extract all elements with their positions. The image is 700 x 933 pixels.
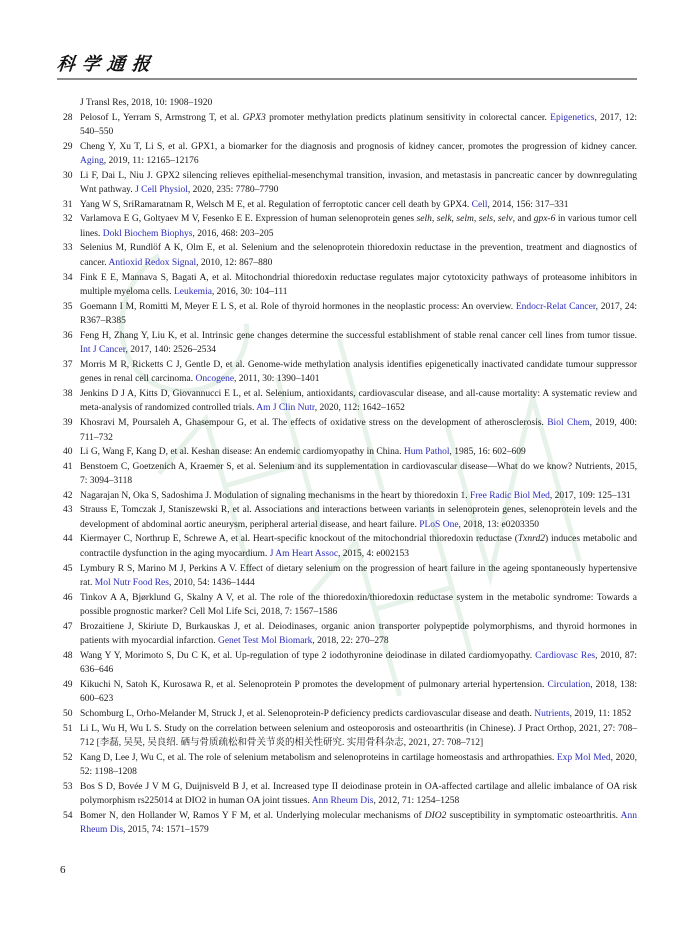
reference-text <box>80 111 637 140</box>
gene-name-italic: selv <box>497 214 513 225</box>
reference-number: 46 <box>63 592 73 603</box>
gene-name-italic: Txnrd2 <box>517 534 545 545</box>
reference-text-segment: Li G, Wang F, Kang D, et al. Keshan disease: An endemic cardiomyopathy in China. <box>80 447 404 458</box>
journal-link[interactable]: Cell <box>471 199 488 210</box>
reference-number: 28 <box>63 112 73 123</box>
journal-link[interactable]: Hum Pathol <box>403 447 450 458</box>
reference-text-segment: , 2016, 30: 104–111 <box>211 287 288 298</box>
journal-link[interactable]: Biol Chem <box>547 418 590 429</box>
reference-item <box>57 212 637 241</box>
reference-number: 45 <box>63 563 73 574</box>
reference-text-segment: , 2017, 140: 2526–2534 <box>125 345 217 356</box>
journal-link[interactable]: Nutrients <box>534 708 570 719</box>
reference-text-segment: , 2016, 468: 203–205 <box>192 228 274 239</box>
reference-text <box>80 212 637 241</box>
reference-item <box>57 503 637 532</box>
reference-text-segment: Wang Y Y, Morimoto S, Du C K, et al. Up-regulation of type 2 iodothyronine deiodinase in dilated cardiomyopathy. <box>80 650 536 661</box>
reference-carryover <box>57 96 637 111</box>
reference-text-segment: , <box>473 214 479 225</box>
reference-number: 33 <box>63 243 73 254</box>
journal-link[interactable]: Circulation <box>547 679 591 690</box>
reference-text-segment: Kiermayer C, Northrup E, Schrewe A, et al. Heart-specific knockout of the mitochondrial thioredoxin reductase ( <box>80 534 518 545</box>
reference-text-segment: , 2011, 30: 1390–1401 <box>234 374 320 385</box>
journal-logo: 科学通报 <box>55 54 158 74</box>
reference-text-segment: in various tumor cell lines. <box>80 214 638 239</box>
reference-text <box>80 751 637 780</box>
reference-number: 36 <box>63 330 73 341</box>
reference-item <box>57 809 637 838</box>
reference-number: 52 <box>63 752 73 763</box>
reference-text-segment: Jenkins D J A, Kitts D, Giovannucci E L, et al. Selenium, antioxidants, cardiovascular disease, and all-cause mortality: A systematic review and meta-analysis of randomized controlled trials. <box>80 388 637 414</box>
reference-text-segment: Goemann I M, Romitti M, Meyer E L S, et al. Role of thyroid hormones in the neoplastic process: An overview. <box>80 301 516 312</box>
journal-link[interactable]: Endocr-Relat Cancer <box>515 301 596 312</box>
reference-text <box>80 300 637 329</box>
reference-text-segment: Morris M R, Ricketts C J, Gentle D, et al. Genome-wide methylation analysis identifies epigenetically inactivated candidate tumour suppressor genes in renal cell carcinoma. <box>80 359 637 385</box>
reference-text-segment: , <box>451 214 457 225</box>
journal-link[interactable]: Ann Rheum Dis <box>80 810 637 836</box>
reference-text-segment: , 2019, 11: 1852 <box>569 708 632 719</box>
journal-link[interactable]: Genet Test Mol Biomark <box>217 636 313 647</box>
reference-item <box>57 241 637 270</box>
reference-text <box>80 271 637 300</box>
reference-item <box>57 358 637 387</box>
reference-text <box>80 387 637 416</box>
reference-text-segment: Kang D, Lee J, Wu C, et al. The role of selenium metabolism and selenoproteins in cartilage homeostasis and arthropathies. <box>80 752 557 763</box>
reference-number <box>57 96 80 111</box>
journal-link[interactable]: Antioxid Redox Signal <box>108 258 197 269</box>
reference-item <box>57 271 637 300</box>
reference-item <box>57 591 637 620</box>
reference-item <box>57 169 637 198</box>
reference-text-segment: promoter methylation predicts platinum sensitivity in colorectal cancer. <box>265 112 551 123</box>
reference-text <box>80 241 637 270</box>
reference-text-segment: Cheng Y, Xu T, Li S, et al. GPX1, a biomarker for the diagnosis and prognosis of kidney cancer, promotes the progression of kidney cancer. <box>80 141 637 152</box>
reference-text <box>80 329 637 358</box>
journal-link[interactable]: Cardiovasc Res <box>535 650 596 661</box>
gene-name-italic: GPX3 <box>242 112 266 123</box>
gene-name-italic: DIO2 <box>424 810 447 821</box>
reference-number: 53 <box>63 781 73 792</box>
reference-items <box>57 111 637 838</box>
reference-text <box>80 140 637 169</box>
journal-link[interactable]: Dokl Biochem Biophys <box>102 228 193 239</box>
reference-item <box>57 489 637 504</box>
reference-text <box>80 707 637 722</box>
reference-number: 47 <box>63 621 73 632</box>
journal-link[interactable]: PLoS One <box>419 519 459 530</box>
reference-text-segment: , 2019, 400: 711–732 <box>80 418 638 443</box>
reference-text-segment: , 2020, 52: 1198–1208 <box>80 752 637 778</box>
reference-text-segment: Khosravi M, Poursaleh A, Ghasempour G, et al. The effects of oxidative stress on the development of atherosclerosis. <box>80 418 548 429</box>
journal-link[interactable]: Oncogene <box>195 374 235 385</box>
reference-number: 51 <box>63 723 73 734</box>
gene-name-italic: selm <box>456 214 474 225</box>
reference-text-segment: Selenius M, Rundlöf A K, Olm E, et al. Selenium and the selenoprotein thioredoxin reductase in the prevention, treatment and diagnostics of cancer. <box>80 243 637 269</box>
reference-text-segment: Benstoem C, Goetzenich A, Kraemer S, et al. Selenium and its supplementation in cardiovascular disease—What do we know? Nutrients, 2015, 7: 3094–3118 <box>80 461 637 487</box>
reference-carryover-text <box>80 96 637 111</box>
reference-number: 29 <box>63 141 73 152</box>
reference-item <box>57 620 637 649</box>
reference-text-segment: , 2020, 235: 7780–7790 <box>187 185 279 196</box>
reference-number: 39 <box>63 418 73 429</box>
reference-text <box>80 722 637 751</box>
reference-number: 37 <box>63 359 73 370</box>
reference-item <box>57 649 637 678</box>
reference-text-segment: J Transl Res, 2018, 10: 1908–1920 <box>80 98 213 108</box>
reference-text <box>80 460 637 489</box>
reference-item <box>57 300 637 329</box>
reference-text-segment: Tinkov A A, Bjørklund G, Skalny A V, et al. The role of the thioredoxin/thioredoxin reductase system in the metabolic syndrome: Towards a possible prognostic marker? Cell Mol Life Sci, 2018, 7: 1567–1586 <box>80 592 637 618</box>
reference-item <box>57 722 637 751</box>
reference-text <box>80 678 637 707</box>
reference-number: 49 <box>63 679 73 690</box>
reference-item <box>57 780 637 809</box>
reference-text-segment: Yang W S, SriRamaratnam R, Welsch M E, et al. Regulation of ferroptotic cancer cell death by GPX4. <box>80 199 472 210</box>
reference-number: 40 <box>63 447 73 458</box>
reference-item <box>57 751 637 780</box>
reference-text <box>80 198 637 213</box>
journal-link[interactable]: Ann Rheum Dis <box>311 796 374 807</box>
reference-item <box>57 460 637 489</box>
reference-text-segment: Li L, Wu H, Wu L S. Study on the correlation between selenium and osteoporosis and osteoarthritis (in Chinese). J Pract Orthop, 2021, 27: 708–712 [李磊, 吴昊, 吴良绍. 硒与骨质疏松和骨关节炎的相关性研究. 实用骨科杂志, 2021, 27: 708–712] <box>80 723 637 749</box>
reference-text-segment: Li F, Dai L, Niu J. GPX2 silencing relieves epithelial-mesenchymal transition, invasion, and metastasis in pancreatic cancer by downregulating Wnt pathway. <box>80 170 637 196</box>
reference-text <box>80 591 637 620</box>
reference-text-segment: , <box>431 214 437 225</box>
reference-number: 31 <box>63 199 73 210</box>
gene-name-italic: sels <box>478 214 493 225</box>
reference-text-segment: Bomer N, den Hollander W, Ramos Y F M, et al. Underlying molecular mechanisms of <box>80 810 425 821</box>
reference-text <box>80 532 637 561</box>
reference-text <box>80 780 637 809</box>
page-number: 6 <box>60 864 66 876</box>
reference-text-segment: , 2019, 11: 12165–12176 <box>103 156 199 167</box>
journal-link[interactable]: Mol Nutr Food Res <box>94 578 169 589</box>
reference-text-segment: Brozaitiene J, Skiriute D, Burkauskas J, et al. Deiodinases, organic anion transporter polypeptide polymorphisms, and thyroid hormones in patients with myocardial infarction. <box>80 621 637 647</box>
reference-item <box>57 562 637 591</box>
journal-link[interactable]: Epigenetics <box>550 112 595 123</box>
reference-text-segment: Strauss E, Tomczak J, Staniszewski R, et al. Associations and interactions between variants in selenoprotein genes, selenoprotein levels and the development of abdominal aortic aneurysm, peripheral arterial disease, and heart failure. <box>80 505 637 530</box>
reference-text-segment: , 2017, 24: R367–R385 <box>80 301 637 327</box>
reference-text-segment: , 2014, 156: 317–331 <box>487 199 569 210</box>
reference-text-segment: Nagarajan N, Oka S, Sadoshima J. Modulation of signaling mechanisms in the heart by thioredoxin 1. <box>80 490 470 501</box>
reference-text-segment: , 2018, 22: 270–278 <box>312 636 389 647</box>
reference-text-segment: , and <box>512 214 534 225</box>
reference-text-segment: , 2012, 71: 1254–1258 <box>373 796 460 807</box>
journal-link[interactable]: Int J Cancer <box>80 345 126 356</box>
reference-text <box>80 358 637 387</box>
reference-text-segment: , 2010, 54: 1436–1444 <box>168 578 255 589</box>
reference-number: 38 <box>63 388 73 399</box>
reference-text-segment: Kikuchi N, Satoh K, Kurosawa R, et al. Selenoprotein P promotes the development of pulmonary arterial hypertension. <box>80 679 548 690</box>
reference-text-segment: Lymbury R S, Marino M J, Perkins A V. Effect of dietary selenium on the progression of heart failure in the ageing spontaneously hypertensive rat. <box>80 563 637 589</box>
reference-text <box>80 562 637 591</box>
reference-number: 32 <box>63 214 73 225</box>
reference-text-segment: , 2015, 74: 1571–1579 <box>123 825 209 836</box>
reference-number: 42 <box>63 490 73 501</box>
reference-text-segment: , 1985, 16: 602–609 <box>449 447 526 458</box>
gene-name-italic: selk <box>436 214 452 225</box>
reference-text-segment: , 2018, 138: 600–623 <box>80 679 638 705</box>
journal-link[interactable]: Free Radic Biol Med <box>469 490 550 501</box>
reference-text-segment: Varlamova E G, Goltyaev M V, Fesenko E E. Expression of human selenoprotein genes <box>80 214 417 225</box>
reference-number: 44 <box>63 534 73 545</box>
reference-text <box>80 503 637 532</box>
reference-item <box>57 329 637 358</box>
reference-text-segment: , 2017, 12: 540–550 <box>80 112 637 138</box>
reference-text-segment: , 2010, 87: 636–646 <box>80 650 637 676</box>
journal-link[interactable]: Aging <box>80 156 104 167</box>
reference-number: 50 <box>63 708 73 719</box>
reference-text-segment: , 2020, 112: 1642–1652 <box>314 403 405 414</box>
reference-text-segment: , 2017, 109: 125–131 <box>549 490 631 501</box>
reference-text-segment: Schomburg L, Orho-Melander M, Struck J, et al. Selenoprotein-P deficiency predicts cardiovascular disease and death. <box>80 708 535 719</box>
reference-text <box>80 445 637 460</box>
reference-text-segment: ) induces metabolic and contractile dysfunction in the aging myocardium. <box>80 534 638 559</box>
reference-text-segment: , 2010, 12: 867–880 <box>196 258 273 269</box>
reference-text <box>80 416 637 445</box>
reference-number: 34 <box>63 272 73 283</box>
journal-link[interactable]: J Cell Physiol <box>135 185 188 196</box>
reference-number: 30 <box>63 170 73 181</box>
reference-text-segment: Fink E E, Mannava S, Bagati A, et al. Mitochondrial thioredoxin reductase regulates major cytotoxicity pathways of proteasome inhibitors in multiple myeloma cells. <box>80 272 637 298</box>
reference-item <box>57 111 637 140</box>
reference-item <box>57 445 637 460</box>
reference-item <box>57 140 637 169</box>
reference-number: 41 <box>63 461 73 472</box>
reference-item <box>57 198 637 213</box>
reference-item <box>57 387 637 416</box>
reference-text <box>80 489 637 504</box>
reference-text-segment: Feng H, Zhang Y, Liu K, et al. Intrinsic gene changes determine the successful establishment of stable renal cancer cell lines from tumor tissue. <box>80 330 637 341</box>
journal-link[interactable]: Exp Mol Med <box>556 752 611 763</box>
reference-item <box>57 678 637 707</box>
gene-name-italic: selh <box>416 214 432 225</box>
reference-item <box>57 416 637 445</box>
header-rule <box>57 78 637 80</box>
reference-text-segment: , 2015, 4: e002153 <box>338 548 410 559</box>
journal-link[interactable]: J Am Heart Assoc <box>269 548 339 559</box>
reference-text-segment: , <box>492 214 498 225</box>
reference-text <box>80 169 637 198</box>
references-list <box>57 96 637 838</box>
reference-text <box>80 620 637 649</box>
reference-text-segment: Pelosof L, Yerram S, Armstrong T, et al. <box>80 112 243 123</box>
reference-text-segment: Bos S D, Bovée J V M G, Duijnisveld B J, et al. Increased type II deiodinase protein in OA-affected cartilage and allelic imbalance of OA risk polymorphism rs225014 at DIO2 in human OA joint tissues. <box>80 781 637 807</box>
reference-number: 35 <box>63 301 73 312</box>
gene-name-italic: gpx-6 <box>533 214 556 225</box>
reference-text-segment: , 2018, 13: e0203350 <box>458 519 540 530</box>
reference-text-segment: susceptibility in symptomatic osteoarthritis. <box>446 810 621 821</box>
reference-item <box>57 707 637 722</box>
journal-link[interactable]: Leukemia <box>173 287 212 298</box>
reference-number: 54 <box>63 810 73 821</box>
reference-item <box>57 532 637 561</box>
reference-text <box>80 809 637 838</box>
reference-text <box>80 649 637 678</box>
reference-number: 48 <box>63 650 73 661</box>
journal-link[interactable]: Am J Clin Nutr <box>256 403 315 414</box>
reference-number: 43 <box>63 505 73 516</box>
